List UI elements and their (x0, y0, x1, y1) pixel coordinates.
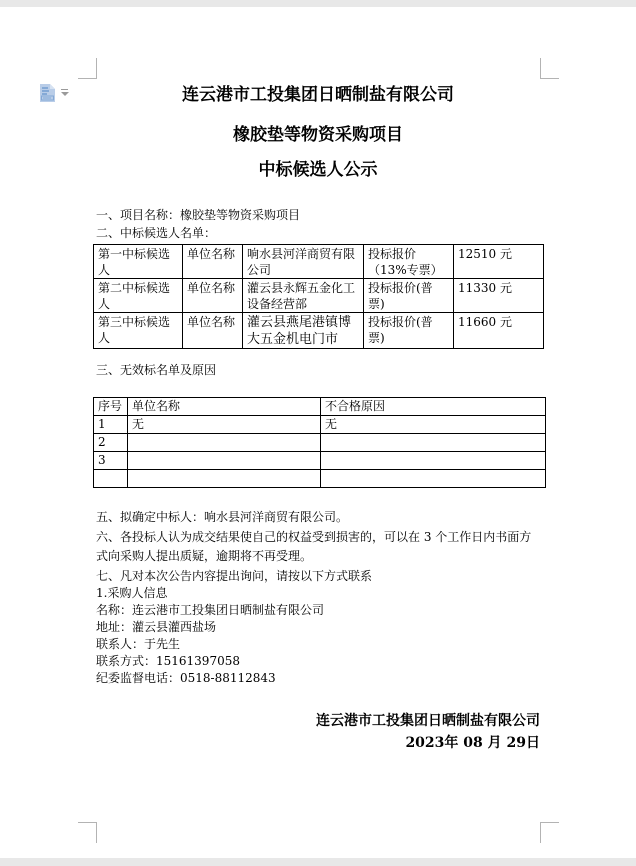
section-candidate-list: 二、中标候选人名单： (96, 226, 217, 240)
column-header-index: 序号 (94, 398, 128, 416)
price-label: 投标报价(普票) (364, 313, 454, 349)
section-invalid-bids: 三、无效标名单及原因 (96, 363, 217, 377)
candidate-company: 响水县河洋商贸有限公司 (243, 245, 364, 279)
contact-person: 联系人：于先生 (96, 637, 181, 651)
table-row (94, 434, 546, 452)
candidate-rank: 第三中标候选人 (94, 313, 183, 349)
cell-unit (128, 470, 321, 488)
purchaser-address: 地址：灌云县灌西盐场 (96, 620, 217, 634)
candidates-table (93, 244, 544, 349)
cell-unit: 无 (128, 416, 321, 434)
table-row (94, 279, 544, 313)
table-row (94, 245, 544, 279)
signature-block (96, 710, 540, 754)
supervision-phone: 纪委监督电话：0518-88112843 (96, 671, 276, 685)
price-value: 12510 元 (454, 245, 544, 279)
crop-mark-top-left (78, 58, 97, 79)
doc-title-company: 连云港市工投集团日晒制盐有限公司 (182, 85, 454, 105)
smart-tag-cluster[interactable] (38, 84, 72, 102)
cell-unit (128, 452, 321, 470)
signature-company: 连云港市工投集团日晒制盐有限公司 (316, 713, 540, 729)
signature-date: 2023年 08 月 29日 (405, 735, 540, 751)
table-row (94, 452, 546, 470)
doc-title-announcement: 中标候选人公示 (258, 160, 378, 180)
doc-title-project: 橡胶垫等物资采购项目 (233, 125, 403, 145)
paragraph-objection: 六、各投标人认为成交结果使自己的权益受到损害的，可以在 3 个工作日内书面方式向采购人提出质疑，逾期将不再受理。 (96, 529, 532, 563)
column-header-reason: 不合格原因 (321, 398, 546, 416)
paragraph-winner: 五、拟确定中标人：响水县河洋商贸有限公司。 (96, 510, 349, 524)
cell-index: 3 (94, 452, 128, 470)
unit-name-label: 单位名称 (183, 279, 243, 313)
cell-unit (128, 434, 321, 452)
unit-name-label: 单位名称 (183, 245, 243, 279)
price-label: 投标报价（13%专票） (364, 245, 454, 279)
table-row (94, 313, 544, 349)
unit-name-label: 单位名称 (183, 313, 243, 349)
table-row (94, 470, 546, 488)
candidate-rank: 第二中标候选人 (94, 279, 183, 313)
cell-reason (321, 470, 546, 488)
purchaser-name: 名称：连云港市工投集团日晒制盐有限公司 (96, 603, 325, 617)
crop-mark-top-right (540, 58, 559, 79)
cell-index (94, 470, 128, 488)
table-row (94, 416, 546, 434)
price-value: 11330 元 (454, 279, 544, 313)
table-header-row (94, 398, 546, 416)
crop-mark-bottom-left (78, 822, 97, 843)
cell-index: 1 (94, 416, 128, 434)
column-header-unit: 单位名称 (128, 398, 321, 416)
candidate-company: 灌云县永辉五金化工设备经营部 (243, 279, 364, 313)
price-label: 投标报价(普票) (364, 279, 454, 313)
candidate-company: 灌云县燕尾港镇博大五金机电门市 (243, 313, 364, 349)
dropdown-arrow-icon[interactable] (60, 89, 69, 97)
price-value: 11660 元 (454, 313, 544, 349)
cell-reason: 无 (321, 416, 546, 434)
cell-reason (321, 452, 546, 470)
cell-reason (321, 434, 546, 452)
cell-index: 2 (94, 434, 128, 452)
candidate-rank: 第一中标候选人 (94, 245, 183, 279)
crop-mark-bottom-right (540, 822, 559, 843)
invalid-bids-table (93, 397, 546, 488)
body-paragraphs (96, 508, 542, 586)
purchaser-info-heading: 1.采购人信息 (96, 586, 168, 600)
document-icon[interactable] (38, 87, 57, 106)
contact-phone: 联系方式：15161397058 (96, 654, 240, 668)
section-project-name: 一、项目名称：橡胶垫等物资采购项目 (96, 208, 301, 222)
purchaser-info (96, 585, 542, 687)
paragraph-contact-intro: 七、凡对本次公告内容提出询问，请按以下方式联系 (96, 568, 373, 583)
